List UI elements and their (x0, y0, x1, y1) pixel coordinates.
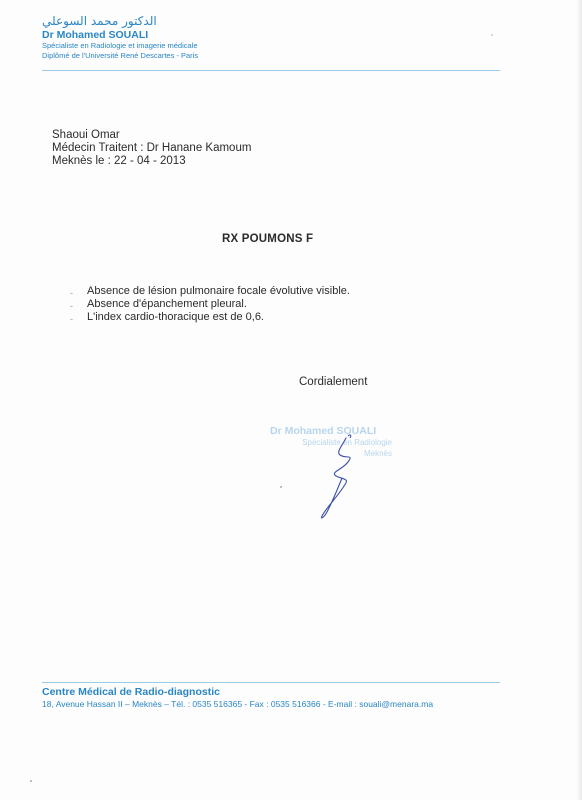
finding-text: L'index cardio-thoracique est de 0,6. (87, 311, 264, 323)
finding-item (70, 311, 350, 324)
doctor-diploma: Diplômé de l'Université René Descartes - Paris (42, 51, 199, 60)
doctor-name-arabic: الدكتور محمد السوعلي (42, 14, 157, 28)
bullet-dash: - (70, 288, 73, 298)
scan-speck (491, 34, 493, 36)
closing-text: Cordialement (299, 376, 368, 388)
letterhead (42, 14, 502, 61)
treating-doctor: Médecin Traitent : Dr Hanane Kamoum (52, 142, 252, 154)
doctor-name: Dr Mohamed SOUALI (42, 29, 149, 41)
scan-speck (280, 486, 282, 488)
patient-info (52, 129, 251, 168)
report-title: RX POUMONS F (222, 233, 314, 245)
doctor-specialty: Spécialiste en Radiologie et imagerie médicale (42, 41, 198, 50)
bullet-dash: - (70, 301, 73, 311)
scan-speck (30, 780, 32, 782)
stamp-line-specialty: Spécialiste en Radiologie (302, 438, 392, 447)
patient-name: Shaoui Omar (52, 129, 120, 141)
header-divider (42, 70, 500, 71)
bullet-dash: - (70, 314, 73, 324)
finding-item (70, 285, 350, 298)
finding-text: Absence de lésion pulmonaire focale évolutive visible. (87, 285, 350, 297)
place-date: Meknès le : 22 - 04 - 2013 (52, 155, 186, 167)
footer (42, 686, 512, 709)
center-address: 18, Avenue Hassan II – Meknès – Tél. : 0535 516365 - Fax : 0535 516366 - E-mail : souali@menara.ma (42, 699, 434, 709)
footer-divider (42, 682, 500, 683)
handwritten-signature (300, 428, 380, 523)
finding-item (70, 298, 350, 311)
finding-text: Absence d'épanchement pleural. (87, 298, 247, 310)
stamp-line-name: Dr Mohamed SOUALI (270, 425, 377, 437)
page-edge-shadow (576, 0, 582, 800)
findings-list (70, 285, 350, 324)
center-name: Centre Médical de Radio-diagnostic (42, 686, 220, 698)
stamp-line-city: Meknès (363, 449, 392, 458)
